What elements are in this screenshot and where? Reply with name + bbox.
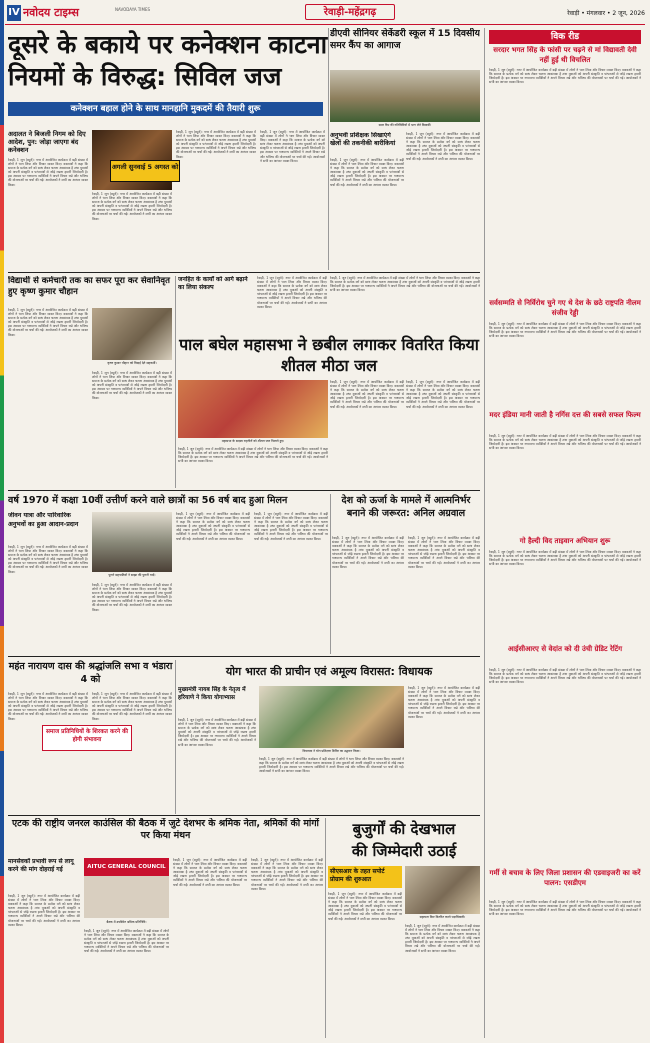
pal-body-3: रेवाड़ी, 1 जून (ब्यूरो): नगर में आयोजित कार्यक्रम में बड़ी संख्या में लोगों ने भाग लिया और विचार व्यक्त किए। वक्ताओं ने कहा कि समाज के प्रत्येक वर्ग को साथ लेकर चलना आवश्यक है तथा युवाओं को अपनी संस्कृति व परंपराओं से जोड़े रखना हमारी जिम्मेदारी है। इस अवसर पर गणमान्य व्यक्तियों ने अपने विचार रखे और भविष्य की योजनाओं पर चर्चा की गई। आयोजकों ने सभी का आभार व्यक्त किया। (406, 380, 480, 409)
sidebar-title: विक रीड (489, 30, 641, 44)
lead-body-4: रेवाड़ी, 1 जून (ब्यूरो): नगर में आयोजित कार्यक्रम में बड़ी संख्या में लोगों ने भाग लिया और विचार व्यक्त किए। वक्ताओं ने कहा कि समाज के प्रत्येक वर्ग को साथ लेकर चलना आवश्यक है तथा युवाओं को अपनी संस्कृति व परंपराओं से जोड़े रखना हमारी जिम्मेदारी है। इस अवसर पर गणमान्य व्यक्तियों ने अपने विचार रखे और भविष्य की योजनाओं पर चर्चा की गई। आयोजकों ने सभी का आभार व्यक्त किया। (260, 130, 325, 163)
elders-photo (405, 866, 480, 914)
sidebar-head-5: आईसीआरए से वेदांत को दी उंची ग्रेडिट रेटिंग (507, 645, 623, 653)
lead-side-head: अदालत ने बिजली निगम को दिए आदेश, पुन: जोड़ा जाएगा बंद कनेक्शन (8, 130, 86, 154)
sidebar-body-6: रेवाड़ी, 1 जून (ब्यूरो): नगर में आयोजित कार्यक्रम में बड़ी संख्या में लोगों ने भाग लिया और विचार व्यक्त किए। वक्ताओं ने कहा कि समाज के प्रत्येक वर्ग को साथ लेकर चलना आवश्यक है तथा युवाओं को अपनी संस्कृति व परंपराओं से जोड़े रखना हमारी जिम्मेदारी है। इस अवसर पर गणमान्य व्यक्तियों ने अपने विचार रखे और भविष्य की योजनाओं पर चर्चा की गई। आयोजकों ने सभी का आभार व्यक्त किया। (489, 900, 641, 917)
yoga-body-2: रेवाड़ी, 1 जून (ब्यूरो): नगर में आयोजित कार्यक्रम में बड़ी संख्या में लोगों ने भाग लिया और विचार व्यक्त किए। वक्ताओं ने कहा कि समाज के प्रत्येक वर्ग को साथ लेकर चलना आवश्यक है तथा युवाओं को अपनी संस्कृति व परंपराओं से जोड़े रखना हमारी जिम्मेदारी है। इस अवसर पर गणमान्य व्यक्तियों ने अपने विचार रखे और भविष्य की योजनाओं पर चर्चा की गई। आयोजकों ने सभी का आभार व्यक्त किया। (259, 757, 404, 774)
pal-body-2: रेवाड़ी, 1 जून (ब्यूरो): नगर में आयोजित कार्यक्रम में बड़ी संख्या में लोगों ने भाग लिया और विचार व्यक्त किए। वक्ताओं ने कहा कि समाज के प्रत्येक वर्ग को साथ लेकर चलना आवश्यक है तथा युवाओं को अपनी संस्कृति व परंपराओं से जोड़े रखना हमारी जिम्मेदारी है। इस अवसर पर गणमान्य व्यक्तियों ने अपने विचार रखे और भविष्य की योजनाओं पर चर्चा की गई। आयोजकों ने सभी का आभार व्यक्त किया। (330, 380, 404, 409)
pal-body-5: रेवाड़ी, 1 जून (ब्यूरो): नगर में आयोजित कार्यक्रम में बड़ी संख्या में लोगों ने भाग लिया और विचार व्यक्त किए। वक्ताओं ने कहा कि समाज के प्रत्येक वर्ग को साथ लेकर चलना आवश्यक है तथा युवाओं को अपनी संस्कृति व परंपराओं से जोड़े रखना हमारी जिम्मेदारी है। इस अवसर पर गणमान्य व्यक्तियों ने अपने विचार रखे और भविष्य की योजनाओं पर चर्चा की गई। आयोजकों ने सभी का आभार व्यक्त किया। (330, 276, 480, 293)
elders-body-1: रेवाड़ी, 1 जून (ब्यूरो): नगर में आयोजित कार्यक्रम में बड़ी संख्या में लोगों ने भाग लिया और विचार व्यक्त किए। वक्ताओं ने कहा कि समाज के प्रत्येक वर्ग को साथ लेकर चलना आवश्यक है तथा युवाओं को अपनी संस्कृति व परंपराओं से जोड़े रखना हमारी जिम्मेदारी है। इस अवसर पर गणमान्य व्यक्तियों ने अपने विचार रखे और भविष्य की योजनाओं पर चर्चा की गई। आयोजकों ने सभी का आभार व्यक्त किया। (328, 892, 402, 921)
elders-subhead: सीएसआर के तहत सपोर्ट प्रोग्राम की शुरुआत (328, 866, 402, 888)
col-sep-1 (328, 28, 329, 270)
sales-photo (92, 308, 172, 360)
pal-caption: महासभा के सदस्य राहगीरों को शीतल जल पिलाते हुए। (221, 439, 285, 443)
sidebar-body-1: रेवाड़ी, 1 जून (ब्यूरो): नगर में आयोजित कार्यक्रम में बड़ी संख्या में लोगों ने भाग लिया और विचार व्यक्त किए। वक्ताओं ने कहा कि समाज के प्रत्येक वर्ग को साथ लेकर चलना आवश्यक है तथा युवाओं को अपनी संस्कृति व परंपराओं से जोड़े रखना हमारी जिम्मेदारी है। इस अवसर पर गणमान्य व्यक्तियों ने अपने विचार रखे और भविष्य की योजनाओं पर चर्चा की गई। आयोजकों ने सभी का आभार व्यक्त किया। (489, 68, 641, 85)
dav-caption: समर कैंप की गतिविधियों में भाग लेते विद्यार्थी। (378, 123, 432, 127)
dateline-day: मंगलवार (586, 10, 606, 17)
col-sep-4 (175, 660, 176, 814)
yoga-photo (259, 686, 404, 748)
dav-body-2: रेवाड़ी, 1 जून (ब्यूरो): नगर में आयोजित कार्यक्रम में बड़ी संख्या में लोगों ने भाग लिया और विचार व्यक्त किए। वक्ताओं ने कहा कि समाज के प्रत्येक वर्ग को साथ लेकर चलना आवश्यक है तथा युवाओं को अपनी संस्कृति व परंपराओं से जोड़े रखना हमारी जिम्मेदारी है। इस अवसर पर गणमान्य व्यक्तियों ने अपने विचार रखे और भविष्य की योजनाओं पर चर्चा की गई। आयोजकों ने सभी का आभार व्यक्त किया। (406, 132, 480, 161)
sidebar-body-2: रेवाड़ी, 1 जून (ब्यूरो): नगर में आयोजित कार्यक्रम में बड़ी संख्या में लोगों ने भाग लिया और विचार व्यक्त किए। वक्ताओं ने कहा कि समाज के प्रत्येक वर्ग को साथ लेकर चलना आवश्यक है तथा युवाओं को अपनी संस्कृति व परंपराओं से जोड़े रखना हमारी जिम्मेदारी है। इस अवसर पर गणमान्य व्यक्तियों ने अपने विचार रखे और भविष्य की योजनाओं पर चर्चा की गई। आयोजकों ने सभी का आभार व्यक्त किया। (489, 322, 641, 339)
lead-headline-1: दूसरे के बकाये पर कनेक्शन काटना (8, 30, 328, 59)
lead-photo-badge: अगली सुनवाई 5 अगस्त को (110, 160, 180, 182)
sales-caption: कृष्ण कुमार चौहान को विदाई देते सहकर्मी। (107, 361, 157, 365)
divider-1 (8, 272, 480, 273)
mahant-headline: महंत नारायण दास की श्रद्धांजलि सभा व भंडारा 4 को (8, 661, 173, 685)
elders-caption: सहायता किट वितरित करते पदाधिकारी। (419, 915, 466, 919)
aituc-body-1: रेवाड़ी, 1 जून (ब्यूरो): नगर में आयोजित कार्यक्रम में बड़ी संख्या में लोगों ने भाग लिया और विचार व्यक्त किए। वक्ताओं ने कहा कि समाज के प्रत्येक वर्ग को साथ लेकर चलना आवश्यक है तथा युवाओं को अपनी संस्कृति व परंपराओं से जोड़े रखना हमारी जिम्मेदारी है। इस अवसर पर गणमान्य व्यक्तियों ने अपने विचार रखे और भविष्य की योजनाओं पर चर्चा की गई। आयोजकों ने सभी का आभार व्यक्त किया। (8, 894, 80, 927)
yoga-headline: योग भारत की प्राचीन एवं अमूल्य विरासत: विधायक (225, 665, 433, 678)
yoga-body-1: रेवाड़ी, 1 जून (ब्यूरो): नगर में आयोजित कार्यक्रम में बड़ी संख्या में लोगों ने भाग लिया और विचार व्यक्त किए। वक्ताओं ने कहा कि समाज के प्रत्येक वर्ग को साथ लेकर चलना आवश्यक है तथा युवाओं को अपनी संस्कृति व परंपराओं से जोड़े रखना हमारी जिम्मेदारी है। इस अवसर पर गणमान्य व्यक्तियों ने अपने विचार रखे और भविष्य की योजनाओं पर चर्चा की गई। आयोजकों ने सभी का आभार व्यक्त किया। (178, 718, 256, 747)
aituc-headline: एटक की राष्ट्रीय जनरल काउंसिल की बैठक में जुटे देशभर के श्रमिक नेता, श्रमिकों की मांगों पर किया मंथन (12, 818, 319, 841)
paper-sub: NAVODAYA TIMES (115, 7, 151, 12)
sales-body-2: रेवाड़ी, 1 जून (ब्यूरो): नगर में आयोजित कार्यक्रम में बड़ी संख्या में लोगों ने भाग लिया और विचार व्यक्त किए। वक्ताओं ने कहा कि समाज के प्रत्येक वर्ग को साथ लेकर चलना आवश्यक है तथा युवाओं को अपनी संस्कृति व परंपराओं से जोड़े रखना हमारी जिम्मेदारी है। इस अवसर पर गणमान्य व्यक्तियों ने अपने विचार रखे और भविष्य की योजनाओं पर चर्चा की गई। आयोजकों ने सभी का आभार व्यक्त किया। (92, 371, 172, 400)
sidebar-head-6: गर्मी से बचाव के लिए जिला प्रशासन की एडवाइजरी का करें पालन: एसडीएम (489, 869, 641, 887)
lead-headline-2: नियमों के विरुद्ध: सिविल जज (8, 62, 282, 91)
sales-headline: विद्यार्थी से कर्मचारी तक का सफर पूरा कर सेवानिवृत हुए कृष्ण कुमार चौहान (8, 276, 170, 297)
aituc-body-2: रेवाड़ी, 1 जून (ब्यूरो): नगर में आयोजित कार्यक्रम में बड़ी संख्या में लोगों ने भाग लिया और विचार व्यक्त किए। वक्ताओं ने कहा कि समाज के प्रत्येक वर्ग को साथ लेकर चलना आवश्यक है तथा युवाओं को अपनी संस्कृति व परंपराओं से जोड़े रखना हमारी जिम्मेदारी है। इस अवसर पर गणमान्य व्यक्तियों ने अपने विचार रखे और भविष्य की योजनाओं पर चर्चा की गई। आयोजकों ने सभी का आभार व्यक्त किया। (84, 929, 169, 954)
class1970-caption: पुराने सहपाठियों ने साझा की पुरानी यादें। (108, 573, 156, 577)
yoga-subhead: मुख्यमंत्री नायब सिंह के नेतृत्व में हरियाणे ने किया योगाभ्यास (178, 687, 246, 701)
dav-body-1: रेवाड़ी, 1 जून (ब्यूरो): नगर में आयोजित कार्यक्रम में बड़ी संख्या में लोगों ने भाग लिया और विचार व्यक्त किए। वक्ताओं ने कहा कि समाज के प्रत्येक वर्ग को साथ लेकर चलना आवश्यक है तथा युवाओं को अपनी संस्कृति व परंपराओं से जोड़े रखना हमारी जिम्मेदारी है। इस अवसर पर गणमान्य व्यक्तियों ने अपने विचार रखे और भविष्य की योजनाओं पर चर्चा की गई। आयोजकों ने सभी का आभार व्यक्त किया। (330, 158, 404, 187)
masthead (5, 3, 645, 25)
class1970-headline: वर्ष 1970 में कक्षा 10वीं उत्तीर्ण करने वाले छात्रों का 56 वर्ष बाद हुआ मिलन (8, 495, 288, 506)
elders-body-2: रेवाड़ी, 1 जून (ब्यूरो): नगर में आयोजित कार्यक्रम में बड़ी संख्या में लोगों ने भाग लिया और विचार व्यक्त किए। वक्ताओं ने कहा कि समाज के प्रत्येक वर्ग को साथ लेकर चलना आवश्यक है तथा युवाओं को अपनी संस्कृति व परंपराओं से जोड़े रखना हमारी जिम्मेदारी है। इस अवसर पर गणमान्य व्यक्तियों ने अपने विचार रखे और भविष्य की योजनाओं पर चर्चा की गई। आयोजकों ने सभी का आभार व्यक्त किया। (405, 924, 480, 953)
divider-2 (8, 490, 480, 491)
sidebar-head-4: गो हैल्दी विद ताइवान अभियान शुरू (519, 537, 611, 545)
class1970-photo (92, 512, 172, 572)
aituc-body-3: रेवाड़ी, 1 जून (ब्यूरो): नगर में आयोजित कार्यक्रम में बड़ी संख्या में लोगों ने भाग लिया और विचार व्यक्त किए। वक्ताओं ने कहा कि समाज के प्रत्येक वर्ग को साथ लेकर चलना आवश्यक है तथा युवाओं को अपनी संस्कृति व परंपराओं से जोड़े रखना हमारी जिम्मेदारी है। इस अवसर पर गणमान्य व्यक्तियों ने अपने विचार रखे और भविष्य की योजनाओं पर चर्चा की गई। आयोजकों ने सभी का आभार व्यक्त किया। (173, 858, 247, 887)
aituc-banner: AITUC GENERAL COUNCIL (87, 864, 166, 870)
trained-headline: अनुभवी प्रशिक्षक सिखाएंगे खेलों की तकनीकी बारीकियां (330, 132, 396, 147)
aituc-caption: बैठक में उपस्थित श्रमिक प्रतिनिधि। (106, 920, 147, 924)
energy-body-2: रेवाड़ी, 1 जून (ब्यूरो): नगर में आयोजित कार्यक्रम में बड़ी संख्या में लोगों ने भाग लिया और विचार व्यक्त किए। वक्ताओं ने कहा कि समाज के प्रत्येक वर्ग को साथ लेकर चलना आवश्यक है तथा युवाओं को अपनी संस्कृति व परंपराओं से जोड़े रखना हमारी जिम्मेदारी है। इस अवसर पर गणमान्य व्यक्तियों ने अपने विचार रखे और भविष्य की योजनाओं पर चर्चा की गई। आयोजकों ने सभी का आभार व्यक्त किया। (408, 536, 480, 569)
sidebar-body-3: रेवाड़ी, 1 जून (ब्यूरो): नगर में आयोजित कार्यक्रम में बड़ी संख्या में लोगों ने भाग लिया और विचार व्यक्त किए। वक्ताओं ने कहा कि समाज के प्रत्येक वर्ग को साथ लेकर चलना आवश्यक है तथा युवाओं को अपनी संस्कृति व परंपराओं से जोड़े रखना हमारी जिम्मेदारी है। इस अवसर पर गणमान्य व्यक्तियों ने अपने विचार रखे और भविष्य की योजनाओं पर चर्चा की गई। आयोजकों ने सभी का आभार व्यक्त किया। (489, 434, 641, 451)
sales-body-1: रेवाड़ी, 1 जून (ब्यूरो): नगर में आयोजित कार्यक्रम में बड़ी संख्या में लोगों ने भाग लिया और विचार व्यक्त किए। वक्ताओं ने कहा कि समाज के प्रत्येक वर्ग को साथ लेकर चलना आवश्यक है तथा युवाओं को अपनी संस्कृति व परंपराओं से जोड़े रखना हमारी जिम्मेदारी है। इस अवसर पर गणमान्य व्यक्तियों ने अपने विचार रखे और भविष्य की योजनाओं पर चर्चा की गई। आयोजकों ने सभी का आभार व्यक्त किया। (8, 308, 88, 337)
mahant-body-2: रेवाड़ी, 1 जून (ब्यूरो): नगर में आयोजित कार्यक्रम में बड़ी संख्या में लोगों ने भाग लिया और विचार व्यक्त किए। वक्ताओं ने कहा कि समाज के प्रत्येक वर्ग को साथ लेकर चलना आवश्यक है तथा युवाओं को अपनी संस्कृति व परंपराओं से जोड़े रखना हमारी जिम्मेदारी है। इस अवसर पर गणमान्य व्यक्तियों ने अपने विचार रखे और भविष्य की योजनाओं पर चर्चा की गई। आयोजकों ने सभी का आभार व्यक्त किया। (92, 692, 172, 721)
lead-body-1: रेवाड़ी, 1 जून (ब्यूरो): नगर में आयोजित कार्यक्रम में बड़ी संख्या में लोगों ने भाग लिया और विचार व्यक्त किए। वक्ताओं ने कहा कि समाज के प्रत्येक वर्ग को साथ लेकर चलना आवश्यक है तथा युवाओं को अपनी संस्कृति व परंपराओं से जोड़े रखना हमारी जिम्मेदारी है। इस अवसर पर गणमान्य व्यक्तियों ने अपने विचार रखे और भविष्य की योजनाओं पर चर्चा की गई। आयोजकों ने सभी का आभार व्यक्त किया। (8, 158, 88, 187)
lead-body-3: रेवाड़ी, 1 जून (ब्यूरो): नगर में आयोजित कार्यक्रम में बड़ी संख्या में लोगों ने भाग लिया और विचार व्यक्त किए। वक्ताओं ने कहा कि समाज के प्रत्येक वर्ग को साथ लेकर चलना आवश्यक है तथा युवाओं को अपनी संस्कृति व परंपराओं से जोड़े रखना हमारी जिम्मेदारी है। इस अवसर पर गणमान्य व्यक्तियों ने अपने विचार रखे और भविष्य की योजनाओं पर चर्चा की गई। आयोजकों ने सभी का आभार व्यक्त किया। (176, 130, 256, 159)
aituc-photo (84, 858, 169, 918)
yoga-caption: विधायक ने योग प्रशिक्षण शिविर का उद्घाटन किया। (302, 749, 361, 753)
pal-body-4: रेवाड़ी, 1 जून (ब्यूरो): नगर में आयोजित कार्यक्रम में बड़ी संख्या में लोगों ने भाग लिया और विचार व्यक्त किए। वक्ताओं ने कहा कि समाज के प्रत्येक वर्ग को साथ लेकर चलना आवश्यक है तथा युवाओं को अपनी संस्कृति व परंपराओं से जोड़े रखना हमारी जिम्मेदारी है। इस अवसर पर गणमान्य व्यक्तियों ने अपने विचार रखे और भविष्य की योजनाओं पर चर्चा की गई। आयोजकों ने सभी का आभार व्यक्त किया। (178, 447, 328, 464)
registration-strip (0, 0, 4, 1043)
mahant-pull: समाज प्रतिनिधियों के शिरकत करने की होगी संभावना (42, 725, 132, 751)
edition-name: रेवाड़ी-महेंद्रगढ़ (305, 4, 395, 20)
mahant-body-1: रेवाड़ी, 1 जून (ब्यूरो): नगर में आयोजित कार्यक्रम में बड़ी संख्या में लोगों ने भाग लिया और विचार व्यक्त किए। वक्ताओं ने कहा कि समाज के प्रत्येक वर्ग को साथ लेकर चलना आवश्यक है तथा युवाओं को अपनी संस्कृति व परंपराओं से जोड़े रखना हमारी जिम्मेदारी है। इस अवसर पर गणमान्य व्यक्तियों ने अपने विचार रखे और भविष्य की योजनाओं पर चर्चा की गई। आयोजकों ने सभी का आभार व्यक्त किया। (8, 692, 88, 721)
sidebar-body-4: रेवाड़ी, 1 जून (ब्यूरो): नगर में आयोजित कार्यक्रम में बड़ी संख्या में लोगों ने भाग लिया और विचार व्यक्त किए। वक्ताओं ने कहा कि समाज के प्रत्येक वर्ग को साथ लेकर चलना आवश्यक है तथा युवाओं को अपनी संस्कृति व परंपराओं से जोड़े रखना हमारी जिम्मेदारी है। इस अवसर पर गणमान्य व्यक्तियों ने अपने विचार रखे और भविष्य की योजनाओं पर चर्चा की गई। आयोजकों ने सभी का आभार व्यक्त किया। (489, 550, 641, 567)
page-number: IV (7, 5, 21, 21)
elders-headline-1: बुजुर्गों की देखभाल (352, 820, 456, 838)
pal-photo (178, 380, 328, 438)
divider-3 (8, 656, 480, 657)
lead-body-2: रेवाड़ी, 1 जून (ब्यूरो): नगर में आयोजित कार्यक्रम में बड़ी संख्या में लोगों ने भाग लिया और विचार व्यक्त किए। वक्ताओं ने कहा कि समाज के प्रत्येक वर्ग को साथ लेकर चलना आवश्यक है तथा युवाओं को अपनी संस्कृति व परंपराओं से जोड़े रखना हमारी जिम्मेदारी है। इस अवसर पर गणमान्य व्यक्तियों ने अपने विचार रखे और भविष्य की योजनाओं पर चर्चा की गई। आयोजकों ने सभी का आभार व्यक्त किया। (92, 192, 172, 221)
dateline: रेवाड़ी • मंगलवार • 2 जून, 2026 (567, 10, 645, 17)
aituc-side-head: मानसेवकों प्रभावी रूप से लागू करने की मांग दोहराई गई (8, 858, 74, 873)
aituc-body-4: रेवाड़ी, 1 जून (ब्यूरो): नगर में आयोजित कार्यक्रम में बड़ी संख्या में लोगों ने भाग लिया और विचार व्यक्त किए। वक्ताओं ने कहा कि समाज के प्रत्येक वर्ग को साथ लेकर चलना आवश्यक है तथा युवाओं को अपनी संस्कृति व परंपराओं से जोड़े रखना हमारी जिम्मेदारी है। इस अवसर पर गणमान्य व्यक्तियों ने अपने विचार रखे और भविष्य की योजनाओं पर चर्चा की गई। आयोजकों ने सभी का आभार व्यक्त किया। (251, 858, 323, 891)
dateline-city: रेवाड़ी (567, 10, 580, 17)
class1970-body-1: रेवाड़ी, 1 जून (ब्यूरो): नगर में आयोजित कार्यक्रम में बड़ी संख्या में लोगों ने भाग लिया और विचार व्यक्त किए। वक्ताओं ने कहा कि समाज के प्रत्येक वर्ग को साथ लेकर चलना आवश्यक है तथा युवाओं को अपनी संस्कृति व परंपराओं से जोड़े रखना हमारी जिम्मेदारी है। इस अवसर पर गणमान्य व्यक्तियों ने अपने विचार रखे और भविष्य की योजनाओं पर चर्चा की गई। आयोजकों ने सभी का आभार व्यक्त किया। (8, 545, 88, 574)
dav-photo (330, 70, 480, 122)
class1970-body-3: रेवाड़ी, 1 जून (ब्यूरो): नगर में आयोजित कार्यक्रम में बड़ी संख्या में लोगों ने भाग लिया और विचार व्यक्त किए। वक्ताओं ने कहा कि समाज के प्रत्येक वर्ग को साथ लेकर चलना आवश्यक है तथा युवाओं को अपनी संस्कृति व परंपराओं से जोड़े रखना हमारी जिम्मेदारी है। इस अवसर पर गणमान्य व्यक्तियों ने अपने विचार रखे और भविष्य की योजनाओं पर चर्चा की गई। आयोजकों ने सभी का आभार व्यक्त किया। (176, 512, 250, 541)
lead-strap: कनेक्शन बहाल होने के साथ मानहानि मुकदमें की तैयारी शुरू (8, 102, 323, 116)
energy-headline: देश को ऊर्जा के मामले में आत्मनिर्भर बनाने की जरूरत: अनिल अग्रवाल (341, 495, 471, 519)
divider-4 (8, 815, 480, 816)
sidebar (484, 28, 644, 1038)
class1970-body-4: रेवाड़ी, 1 जून (ब्यूरो): नगर में आयोजित कार्यक्रम में बड़ी संख्या में लोगों ने भाग लिया और विचार व्यक्त किए। वक्ताओं ने कहा कि समाज के प्रत्येक वर्ग को साथ लेकर चलना आवश्यक है तथा युवाओं को अपनी संस्कृति व परंपराओं से जोड़े रखना हमारी जिम्मेदारी है। इस अवसर पर गणमान्य व्यक्तियों ने अपने विचार रखे और भविष्य की योजनाओं पर चर्चा की गई। आयोजकों ने सभी का आभार व्यक्त किया। (254, 512, 328, 541)
paper-name: नवोदय टाइम्स (23, 6, 79, 19)
sidebar-head-2: सर्वसम्मति से निर्विरोध चुने गए थे देश के छठे राष्ट्रपति नीलम संजीव रेड्डी (489, 299, 641, 317)
dav-headline: डीएवी सीनियर सेकेंडरी स्कूल में 15 दिवसीय समर कैंप का आगाज (330, 28, 480, 51)
sidebar-head-1: सरदार भगत सिंह के फांसी पर चढ़ने से मां विद्यावती देवी नहीं हुई थी विचलित (493, 46, 637, 64)
sidebar-head-3: मदर इंडिया मानी जाती है नर्गिस दत्त की सबसे सफल फिल्म (489, 411, 641, 419)
energy-body-1: रेवाड़ी, 1 जून (ब्यूरो): नगर में आयोजित कार्यक्रम में बड़ी संख्या में लोगों ने भाग लिया और विचार व्यक्त किए। वक्ताओं ने कहा कि समाज के प्रत्येक वर्ग को साथ लेकर चलना आवश्यक है तथा युवाओं को अपनी संस्कृति व परंपराओं से जोड़े रखना हमारी जिम्मेदारी है। इस अवसर पर गणमान्य व्यक्तियों ने अपने विचार रखे और भविष्य की योजनाओं पर चर्चा की गई। आयोजकों ने सभी का आभार व्यक्त किया। (332, 536, 404, 569)
pal-body-1: रेवाड़ी, 1 जून (ब्यूरो): नगर में आयोजित कार्यक्रम में बड़ी संख्या में लोगों ने भाग लिया और विचार व्यक्त किए। वक्ताओं ने कहा कि समाज के प्रत्येक वर्ग को साथ लेकर चलना आवश्यक है तथा युवाओं को अपनी संस्कृति व परंपराओं से जोड़े रखना हमारी जिम्मेदारी है। इस अवसर पर गणमान्य व्यक्तियों ने अपने विचार रखे और भविष्य की योजनाओं पर चर्चा की गई। आयोजकों ने सभी का आभार व्यक्त किया। (257, 276, 327, 309)
elders-headline-2: की जिम्मेदारी उठाई (351, 842, 457, 860)
pal-headline: पाल बघेल महासभा ने छबील लगाकर वितरित किया शीतल मीठा जल (179, 335, 479, 375)
pal-subhead: जनहित के कार्यों को आगे बढ़ाने का लिया संकल्प (178, 276, 248, 291)
col-sep-2 (175, 276, 176, 488)
yoga-body-3: रेवाड़ी, 1 जून (ब्यूरो): नगर में आयोजित कार्यक्रम में बड़ी संख्या में लोगों ने भाग लिया और विचार व्यक्त किए। वक्ताओं ने कहा कि समाज के प्रत्येक वर्ग को साथ लेकर चलना आवश्यक है तथा युवाओं को अपनी संस्कृति व परंपराओं से जोड़े रखना हमारी जिम्मेदारी है। इस अवसर पर गणमान्य व्यक्तियों ने अपने विचार रखे और भविष्य की योजनाओं पर चर्चा की गई। आयोजकों ने सभी का आभार व्यक्त किया। (408, 686, 480, 719)
sidebar-body-5: रेवाड़ी, 1 जून (ब्यूरो): नगर में आयोजित कार्यक्रम में बड़ी संख्या में लोगों ने भाग लिया और विचार व्यक्त किए। वक्ताओं ने कहा कि समाज के प्रत्येक वर्ग को साथ लेकर चलना आवश्यक है तथा युवाओं को अपनी संस्कृति व परंपराओं से जोड़े रखना हमारी जिम्मेदारी है। इस अवसर पर गणमान्य व्यक्तियों ने अपने विचार रखे और भविष्य की योजनाओं पर चर्चा की गई। आयोजकों ने सभी का आभार व्यक्त किया। (489, 668, 641, 685)
dateline-date: 2 जून, 2026 (612, 10, 645, 17)
col-sep-5 (325, 818, 326, 1038)
col-sep-3 (330, 494, 331, 654)
class1970-body-2: रेवाड़ी, 1 जून (ब्यूरो): नगर में आयोजित कार्यक्रम में बड़ी संख्या में लोगों ने भाग लिया और विचार व्यक्त किए। वक्ताओं ने कहा कि समाज के प्रत्येक वर्ग को साथ लेकर चलना आवश्यक है तथा युवाओं को अपनी संस्कृति व परंपराओं से जोड़े रखना हमारी जिम्मेदारी है। इस अवसर पर गणमान्य व्यक्तियों ने अपने विचार रखे और भविष्य की योजनाओं पर चर्चा की गई। आयोजकों ने सभी का आभार व्यक्त किया। (92, 583, 172, 612)
class1970-subhead: जीवन यात्रा और पारिवारिक अनुभवों का हुआ आदान-प्रदान (8, 512, 79, 528)
